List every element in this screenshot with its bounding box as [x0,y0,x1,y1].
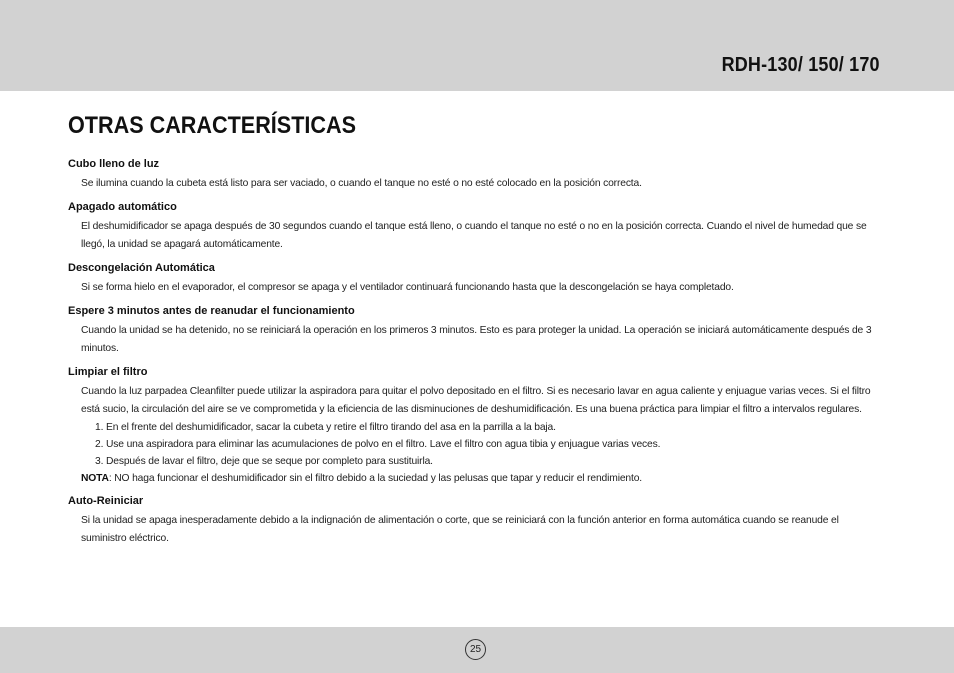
section-title: Limpiar el filtro [68,366,148,378]
section-descongelacion [68,261,886,297]
page-number: 25 [465,639,486,660]
list-item: 1. En el frente del deshumidificador, sacar la cubeta y retire el filtro tirando del asa en la parrilla a la baja. [95,422,556,433]
section-apagado-automatico [68,200,886,254]
model-number: RDH-130/ 150/ 170 [721,54,880,76]
note-text: : NO haga funcionar el deshumidificador sin el filtro debido a la suciedad y las pelusas que tapar y reducir el rendimiento. [108,473,642,484]
section-text: El deshumidificador se apaga después de 30 segundos cuando el tanque está lleno, o cuando el tanque no esté o no en la posición correcta. Cuando el nivel de humedad que se llegó, la unidad se apagará automáticamente. [81,221,867,250]
section-espere-3-minutos [68,304,886,358]
note-label: NOTA [81,473,109,484]
note [68,470,886,487]
section-text: Si la unidad se apaga inesperadamente debido a la indignación de alimentación o corte, que se reiniciará con la función anterior en forma automática cuando se reanude el suministro eléctrico. [81,515,839,544]
content [68,157,886,555]
section-auto-reiniciar [68,494,886,548]
section-title: Auto-Reiniciar [68,495,144,507]
section-cubo-lleno [68,157,886,193]
section-title: Apagado automático [68,201,177,213]
section-text: Cuando la unidad se ha detenido, no se reiniciará la operación en los primeros 3 minutos. Esto es para proteger la unidad. La operación se iniciará automáticamente después de 3 minutos. [81,325,872,354]
header-band [0,0,954,91]
page-title: OTRAS CARACTERÍSTICAS [68,112,357,139]
section-title: Espere 3 minutos antes de reanudar el funcionamiento [68,305,355,317]
list-item: 2. Use una aspiradora para eliminar las acumulaciones de polvo en el filtro. Lave el filtro con agua tibia y enjuague varias veces. [95,439,661,450]
section-text: Se ilumina cuando la cubeta está listo para ser vaciado, o cuando el tanque no esté o no esté colocado en la posición correcta. [81,178,642,189]
section-title: Descongelación Automática [68,262,215,274]
section-limpiar-filtro [68,365,886,487]
section-title: Cubo lleno de luz [68,158,160,170]
steps-list [68,419,886,470]
section-text: Cuando la luz parpadea Cleanfilter puede utilizar la aspiradora para quitar el polvo depositado en el filtro. Si es necesario lavar en agua caliente y enjuague varias veces. Si el filtro está sucio, la circulación del aire se ve comprometida y la eficiencia de las disminuciones de deshumidificación. Es una buena práctica para limpiar el filtro a intervalos regulares. [81,386,871,415]
section-text: Si se forma hielo en el evaporador, el compresor se apaga y el ventilador continuará funcionando hasta que la descongelación se haya completado. [81,282,734,293]
list-item: 3. Después de lavar el filtro, deje que se seque por completo para sustituirla. [95,456,433,467]
